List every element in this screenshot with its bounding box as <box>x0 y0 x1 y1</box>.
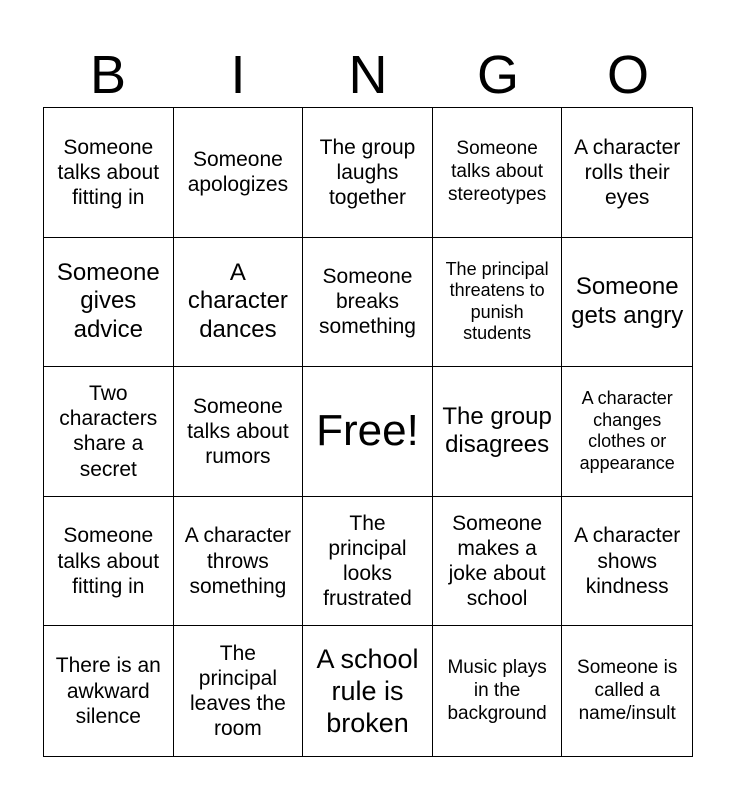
free-space[interactable] <box>303 367 433 497</box>
header-letter-i: I <box>230 45 246 105</box>
cell-text: Someone talks about fitting in <box>57 135 160 209</box>
bingo-cell[interactable] <box>174 108 304 238</box>
bingo-cell[interactable] <box>303 626 433 756</box>
bingo-board <box>43 107 693 757</box>
bingo-cell[interactable] <box>303 238 433 368</box>
bingo-cell[interactable] <box>44 367 174 497</box>
bingo-cell[interactable] <box>433 626 563 756</box>
bingo-cell[interactable] <box>433 238 563 368</box>
cell-text: Someone talks about fitting in <box>57 524 160 598</box>
cell-text: A character changes clothes or appearance <box>579 388 675 474</box>
bingo-cell[interactable] <box>562 367 692 497</box>
cell-text: A character shows kindness <box>574 524 681 598</box>
bingo-header <box>43 42 693 108</box>
bingo-cell[interactable] <box>562 497 692 627</box>
cell-text: A character rolls their eyes <box>574 135 681 209</box>
bingo-cell[interactable] <box>44 108 174 238</box>
bingo-cell[interactable] <box>562 626 692 756</box>
cell-text: Someone breaks something <box>319 265 416 339</box>
bingo-cell[interactable] <box>174 626 304 756</box>
cell-text: Someone gives advice <box>56 258 160 344</box>
cell-text: Someone talks about stereotypes <box>447 138 547 205</box>
bingo-cell[interactable] <box>303 497 433 627</box>
cell-text: Music plays in the background <box>447 657 547 724</box>
bingo-cell[interactable] <box>303 108 433 238</box>
bingo-cell[interactable] <box>562 108 692 238</box>
cell-text: Someone is called a name/insult <box>577 657 678 724</box>
bingo-cell[interactable] <box>44 238 174 368</box>
cell-text: A school rule is broken <box>316 643 419 739</box>
bingo-cell[interactable] <box>433 367 563 497</box>
cell-text: Someone talks about rumors <box>187 394 289 469</box>
cell-text: A character throws something <box>184 524 291 598</box>
bingo-cell[interactable] <box>44 626 174 756</box>
header-letter-o: O <box>606 45 649 105</box>
bingo-cell[interactable] <box>174 367 304 497</box>
cell-text: The group laughs together <box>319 135 416 209</box>
header-letter-n: N <box>348 45 388 105</box>
cell-text: Two characters share a secret <box>59 382 158 481</box>
header-letter-b: B <box>89 45 127 105</box>
bingo-cell[interactable] <box>433 108 563 238</box>
cell-text: The principal leaves the room <box>190 641 286 741</box>
cell-text: Someone apologizes <box>187 148 289 197</box>
cell-text: Someone makes a joke about school <box>448 511 546 611</box>
bingo-cell[interactable] <box>44 497 174 627</box>
cell-text: The group disagrees <box>442 402 552 459</box>
free-space-text: Free! <box>316 406 419 456</box>
header-letter-g: G <box>476 45 519 105</box>
cell-text: A character dances <box>187 258 288 344</box>
cell-text: The principal looks frustrated <box>323 511 412 611</box>
bingo-cell[interactable] <box>562 238 692 368</box>
cell-text: Someone gets angry <box>571 273 684 329</box>
cell-text: The principal threatens to punish students <box>445 258 549 344</box>
cell-text: There is an awkward silence <box>55 654 161 728</box>
bingo-cell[interactable] <box>433 497 563 627</box>
bingo-cell[interactable] <box>174 497 304 627</box>
bingo-cell[interactable] <box>174 238 304 368</box>
